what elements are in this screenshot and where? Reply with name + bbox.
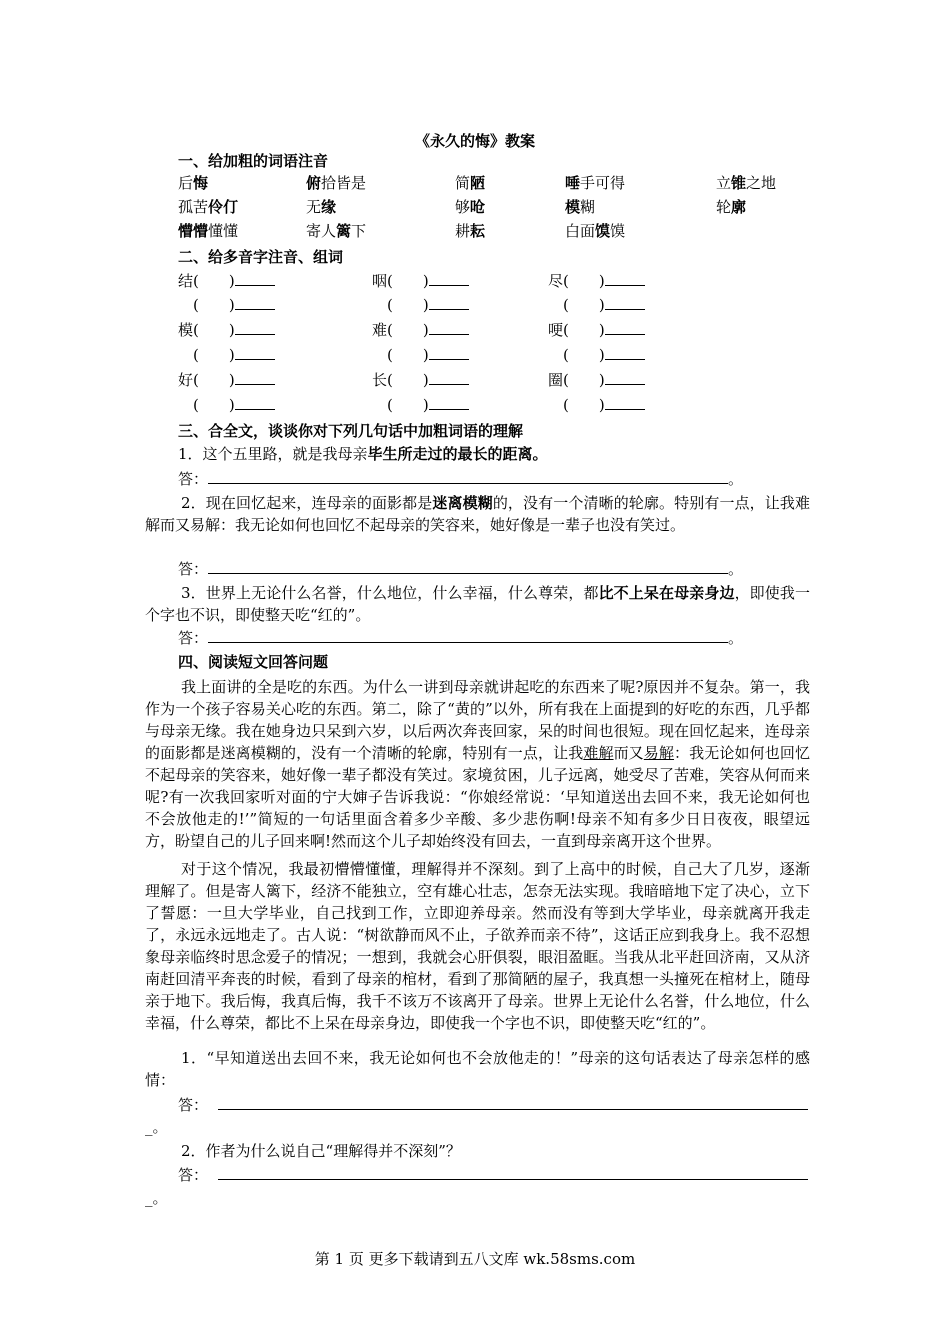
answer-input[interactable]: [208, 628, 728, 643]
document-title: 《永久的悔》教案: [414, 132, 535, 150]
vocab-item: 够呛: [455, 198, 486, 216]
answer-row: 答：: [178, 1164, 810, 1186]
polyphone-item: 哽( ): [548, 319, 645, 340]
polyphone-item: ( ): [387, 294, 469, 315]
vocab-item: 俯拾皆是: [306, 174, 367, 192]
question-3-1: 1．这个五里路，就是我母亲毕生所走过的最长的距离。: [178, 445, 548, 463]
polyphone-item: 难( ): [372, 319, 469, 340]
vocab-item: 懵懵懂懂: [178, 222, 239, 240]
polyphone-row: [178, 270, 818, 292]
vocab-item: 寄人篱下: [306, 222, 367, 240]
section2-heading: 二、给多音字注音、组词: [178, 248, 344, 266]
polyphone-item: ( ): [193, 394, 275, 415]
polyphone-item: 圈( ): [548, 369, 645, 390]
polyphone-item: 好( ): [178, 369, 275, 390]
vocab-item: 轮廓: [716, 198, 747, 216]
answer-row: 答： 。: [178, 470, 744, 488]
question-3-2: 2．现在回忆起来，连母亲的面影都是迷离模糊的，没有一个清晰的轮廓。特别有一点，让我难解而又易解：我无论如何也回忆不起母亲的笑容来，她好像是一辈子也没有笑过。: [145, 494, 810, 534]
polyphone-item: ( ): [387, 394, 469, 415]
question-4-1: 1．“早知道送出去回不来，我无论如何也不会放他走的！”母亲的这句话表达了母亲怎样的感情：: [145, 1049, 810, 1089]
answer-input[interactable]: [208, 559, 728, 574]
answer-row: 答：: [178, 1094, 810, 1116]
section3-heading: 三、合全文，谈谈你对下列几句话中加粗词语的理解: [178, 422, 524, 440]
polyphone-item: 尽( ): [548, 270, 645, 291]
answer-tail: _。: [145, 1118, 168, 1136]
polyphone-item: ( ): [193, 294, 275, 315]
vocab-row: [178, 196, 818, 218]
vocab-row: [178, 172, 818, 194]
answer-row: 答： 。: [178, 629, 744, 647]
answer-tail: _。: [145, 1189, 168, 1207]
question-3-3: 3．世界上无论什么名誉，什么地位，什么幸福，什么尊荣，都比不上呆在母亲身边，即使我一个字也不识，即使整天吃“红的”。: [145, 584, 810, 624]
section4-heading: 四、阅读短文回答问题: [178, 653, 329, 671]
polyphone-row: [178, 394, 818, 416]
polyphone-item: 长( ): [372, 369, 469, 390]
polyphone-item: ( ): [387, 344, 469, 365]
answer-input[interactable]: [208, 469, 728, 484]
vocab-item: 模糊: [565, 198, 596, 216]
polyphone-row: [178, 369, 818, 391]
vocab-item: 白面馍馍: [565, 222, 626, 240]
polyphone-item: ( ): [563, 394, 645, 415]
vocab-row: [178, 220, 818, 242]
answer-input[interactable]: [218, 1095, 808, 1110]
polyphone-item: 模( ): [178, 319, 275, 340]
polyphone-item: ( ): [563, 294, 645, 315]
polyphone-row: [178, 319, 818, 341]
polyphone-item: 结( ): [178, 270, 275, 291]
vocab-item: 无缘: [306, 198, 337, 216]
reading-paragraph-1: 我上面讲的全是吃的东西。为什么一讲到母亲就讲起吃的东西来了呢?原因并不复杂。第一，我作为一个孩子容易关心吃的东西。第二，除了“黄的”以外，所有我在上面提到的好吃的东西，几乎都与母亲无缘。我在她身边只呆到六岁，以后两次奔丧回家，呆的时间也很短。现在回忆起来，连母亲的面影都是迷离模糊的，没有一个清晰的轮廓，特别有一点，让我难解而又易解：我无论如何也回忆不起母亲的笑容来，她好像一辈子都没有笑过。家境贫困，儿子远离，她受尽了苦难，笑容从何而来呢?有一次我回家听对面的宁大婶子告诉我说：“你娘经常说：‘早知道送出去回不来，我无论如何也不会放他走的!’”简短的一句话里面含着多少辛酸、多少悲伤啊!母亲不知有多少日日夜夜，眼望远方，盼望自己的儿子回来啊!然而这个儿子却始终没有回去，一直到母亲离开这个世界。: [145, 678, 810, 850]
section1-heading: 一、给加粗的词语注音: [178, 152, 329, 170]
reading-paragraph-2: 对于这个情况，我最初懵懵懂懂，理解得并不深刻。到了上高中的时候，自己大了几岁，逐渐理解了。但是寄人篱下，经济不能独立，空有雄心壮志，怎奈无法实现。我暗暗地下定了决心，立下了誓愿：一旦大学毕业，自己找到工作，立即迎养母亲。然而没有等到大学毕业，母亲就离开我走了，永远永远地走了。古人说：“树欲静而风不止，子欲养而亲不待”，这话正应到我身上。我不忍想象母亲临终时思念爱子的情况；一想到，我就会心肝俱裂，眼泪盈眶。当我从北平赶回济南，又从济南赶回清平奔丧的时候，看到了母亲的棺材，看到了那简陋的屋子，我真想一头撞死在棺材上，随母亲于地下。我后悔，我真后悔，我千不该万不该离开了母亲。世界上无论什么名誉，什么地位，什么幸福，什么尊荣，都比不上呆在母亲身边，即使我一个字也不识，即使整天吃“红的”。: [145, 860, 810, 1032]
polyphone-row: [178, 344, 818, 366]
page-footer: 第 1 页 更多下载请到五八文库 wk.58sms.com: [314, 1250, 636, 1268]
answer-row: 答： 。: [178, 560, 744, 578]
vocab-item: 耕耘: [455, 222, 486, 240]
question-4-2: 2．作者为什么说自己“理解得并不深刻”？: [181, 1142, 461, 1160]
polyphone-item: ( ): [563, 344, 645, 365]
vocab-item: 孤苦伶仃: [178, 198, 239, 216]
polyphone-row: [178, 294, 818, 316]
polyphone-item: 咽( ): [372, 270, 469, 291]
answer-input[interactable]: [218, 1165, 808, 1180]
vocab-item: 立锥之地: [716, 174, 777, 192]
polyphone-item: ( ): [193, 344, 275, 365]
vocab-item: 后悔: [178, 174, 209, 192]
vocab-item: 唾手可得: [565, 174, 626, 192]
vocab-item: 简陋: [455, 174, 486, 192]
